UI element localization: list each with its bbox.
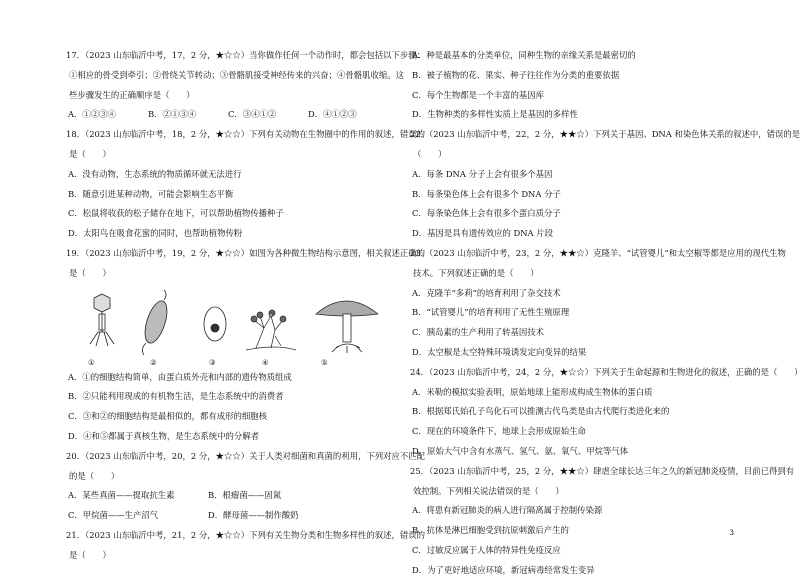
yeast-drawing (204, 307, 226, 341)
left-column (66, 50, 425, 570)
q19-option-c[interactable]: C．③和②的细胞结构是最相似的，都有成形的细胞核 (68, 411, 268, 422)
q22-option-c[interactable]: C．每条染色体上会有很多个蛋白质分子 (412, 208, 561, 219)
q17-option-a[interactable]: A．①②③④ (68, 109, 116, 120)
q18-stem-line1: 18．（2023 山东临沂中考，18，2 分，★☆☆）下列有关动物在生物圈中的作用的叙述，错误的 (66, 129, 425, 140)
q21-stem-line2: 是（ ） (69, 549, 111, 560)
figure-label-4: ④ (262, 357, 269, 367)
q22-stem-line2: （ ） (413, 148, 447, 159)
figure-label-3: ③ (209, 357, 216, 367)
q23-option-d[interactable]: D．太空椒是太空特殊环境诱发定向变异的结果 (412, 346, 587, 357)
figure-labels (66, 358, 398, 370)
q18-stem-line2: 是（ ） (69, 148, 111, 159)
q19-option-d[interactable]: D．④和⑤都属于真核生物，是生态系统中的分解者 (68, 430, 259, 441)
q17-option-b[interactable]: B．②①③④ (148, 109, 197, 120)
q17-options (66, 109, 398, 129)
q18-option-c[interactable]: C．松鼠将收获的松子储存在地下，可以帮助植物传播种子 (68, 208, 284, 219)
q22-option-b[interactable]: B．每条染色体上会有很多个 DNA 分子 (412, 188, 561, 199)
microorganism-illustration (66, 288, 398, 358)
q17-stem-line2: ①相应的骨受到牵引；②骨绕关节转动；③骨骼肌接受神经传来的兴奋；④骨骼肌收缩。这 (69, 69, 404, 80)
q18-option-b[interactable]: B．随意引进某种动物，可能会影响生态平衡 (68, 188, 234, 199)
virus-drawing (90, 294, 114, 346)
figure-label-2: ② (150, 357, 157, 367)
q23-stem-line2: 技术。下列叙述正确的是（ ） (413, 267, 539, 278)
mushroom-drawing (316, 301, 378, 353)
q23-stem-line1: 23．（2023 山东临沂中考，23，2 分，★★☆）克隆羊、“试管婴儿”和太空椒等都是应用的现代生物 (410, 247, 786, 258)
q25-option-a[interactable]: A．将患有新冠肺炎的病人进行隔离属于控制传染源 (412, 505, 603, 516)
right-column (410, 50, 802, 585)
q20-option-d[interactable]: D．酵母菌——制作酸奶 (208, 510, 299, 521)
q19-option-a[interactable]: A．①的细胞结构简单，由蛋白质外壳和内部的遗传物质组成 (68, 371, 292, 382)
q23-option-a[interactable]: A．克隆羊“多莉”的培育利用了杂交技术 (412, 287, 561, 298)
q18-option-a[interactable]: A．没有动物，生态系统的物质循环就无法进行 (68, 168, 242, 179)
q24-stem-line1: 24．（2023 山东临沂中考，24，2 分，★☆☆）下列关于生命起源和生物进化的叙述，正确的是（ ） (410, 366, 802, 377)
q24-option-b[interactable]: B．根据郑氏始孔子鸟化石可以推测古代鸟类是由古代爬行类进化来的 (412, 406, 670, 417)
q17-option-d[interactable]: D．④①②③ (308, 109, 357, 120)
q19-stem-line2: 是（ ） (69, 267, 111, 278)
q17-option-c[interactable]: C．③④①② (228, 109, 277, 120)
figure-label-5: ⑤ (321, 357, 328, 367)
q22-stem-line1: 22．（2023 山东临沂中考，22，2 分，★★☆）下列关于基因、DNA 和染色体关系的叙述中，错误的是 (410, 129, 801, 140)
q23-option-b[interactable]: B．“试管婴儿”的培育利用了无性生殖原理 (412, 307, 570, 318)
q17-stem-line1: 17．（2023 山东临沂中考，17，2 分，★☆☆）当你做作任何一个动作时，都会包括以下步骤： (66, 50, 425, 60)
q24-option-a[interactable]: A．米勒的模拟实验表明，原始地球上能形成构成生物体的蛋白质 (412, 386, 653, 397)
q25-option-d[interactable]: D．为了更好地适应环境，新冠病毒经常发生变异 (412, 564, 595, 575)
q17-stem-line3: 些步骤发生的正确顺序是（ ） (69, 89, 195, 100)
q24-option-d[interactable]: D．原始大气中含有水蒸气、氢气、氨、氧气、甲烷等气体 (412, 445, 629, 456)
q25-option-b[interactable]: B．抗体是淋巴细胞受到抗原刺激后产生的 (412, 525, 569, 536)
q21-option-a[interactable]: A．种是最基本的分类单位，同种生物的亲缘关系是最密切的 (412, 50, 636, 60)
q20-options-row2 (66, 510, 398, 530)
q20-stem-line1: 20．（2023 山东临沂中考，20，2 分，★☆☆）关于人类对细菌和真菌的利用，下列对应不匹配 (66, 450, 425, 461)
q20-stem-line2: 的是（ ） (69, 470, 120, 481)
q25-stem-line1: 25．（2023 山东临沂中考，25，2 分，★★☆）肆虐全球长达三年之久的新冠肺炎疫情，目前已得到有 (410, 465, 795, 476)
bacterium-drawing (141, 290, 172, 355)
q22-option-d[interactable]: D．基因是具有遗传效应的 DNA 片段 (412, 228, 554, 239)
mold-drawing (246, 310, 296, 350)
q19-option-b[interactable]: B．②只能利用现成的有机物生活，是生态系统中的消费者 (68, 391, 284, 402)
q19-stem-line1: 19．（2023 山东临沂中考，19，2 分，★☆☆）如图为各种微生物结构示意图，相关叙述正确的 (66, 247, 425, 258)
q21-stem-line1: 21．（2023 山东临沂中考，21，2 分，★☆☆）下列有关生物分类和生物多样性的叙述，错误的 (66, 529, 425, 540)
q23-option-c[interactable]: C．胰岛素的生产利用了转基因技术 (412, 327, 545, 338)
q21-option-d[interactable]: D．生物种类的多样性实质上是基因的多样性 (412, 109, 578, 120)
figure-label-1: ① (88, 357, 95, 367)
q21-option-c[interactable]: C．每个生物都是一个丰富的基因库 (412, 89, 545, 100)
q18-option-d[interactable]: D．太阳鸟在吸食花蜜的同时，也帮助植物传粉 (68, 228, 243, 239)
q20-option-c[interactable]: C．甲烷菌——生产沼气 (68, 510, 159, 521)
q20-options-row1 (66, 490, 398, 510)
q25-stem-line2: 效控制。下列相关说法错误的是（ ） (413, 485, 564, 496)
q20-option-a[interactable]: A．某些真菌——提取抗生素 (68, 490, 175, 501)
q21-option-b[interactable]: B．被子植物的花、果实、种子往往作为分类的重要依据 (412, 69, 620, 80)
page-number: 3 (729, 528, 734, 537)
q24-option-c[interactable]: C．现在的环境条件下，地球上会形成原始生命 (412, 426, 586, 437)
q25-option-c[interactable]: C．过敏反应属于人体的特异性免疫反应 (412, 544, 561, 555)
q22-option-a[interactable]: A．每条 DNA 分子上会有很多个基因 (412, 168, 553, 179)
q20-option-b[interactable]: B．根瘤菌——固氮 (208, 490, 282, 501)
microorganism-figure (66, 288, 398, 372)
